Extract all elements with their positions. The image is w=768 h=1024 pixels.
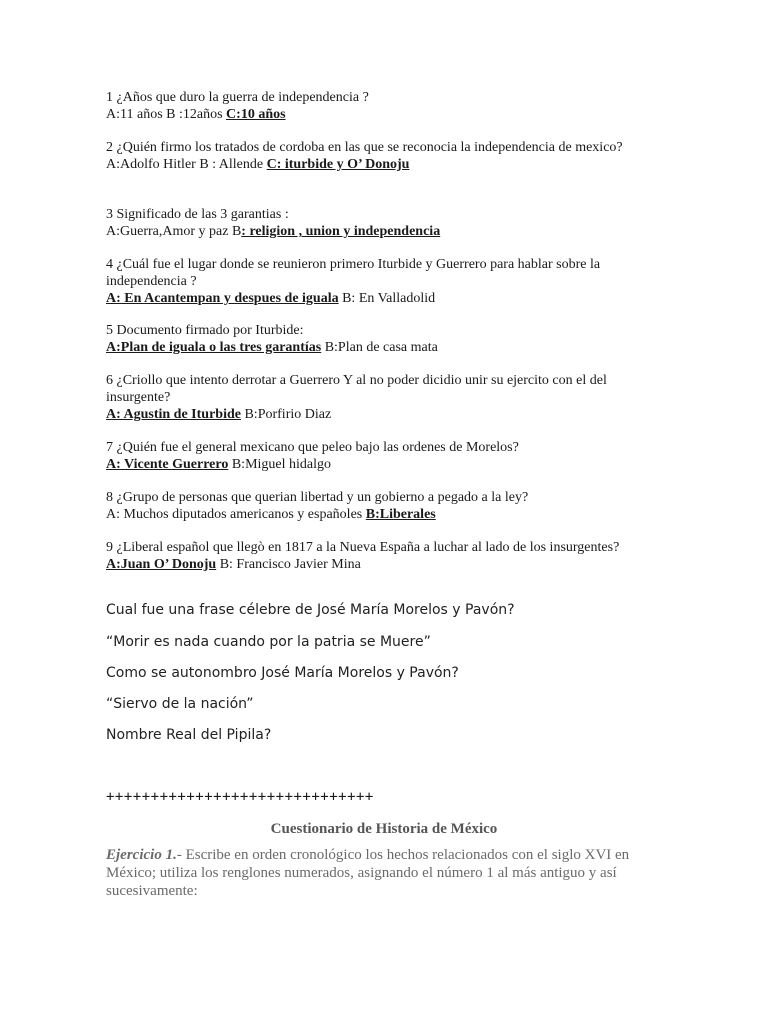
exercise-instructions (106, 846, 651, 900)
question-text: 2 ¿Quién firmo los tratados de cordoba en las que se reconocia la independencia de mexico? (106, 140, 623, 155)
question-7 (106, 439, 666, 473)
correct-answer: A: Vicente Guerrero (106, 457, 229, 472)
answer-line: A:Guerra,Amor y paz B: religion , union y independencia (106, 224, 441, 239)
question-text: 8 ¿Grupo de personas que querian libertad y un gobierno a pegado a la ley? (106, 490, 529, 505)
separator-line: ++++++++++++++++++++++++++++++ (106, 789, 374, 805)
extra-question-3: Nombre Real del Pipila? (106, 727, 272, 743)
exercise-label: Ejercicio 1. (106, 847, 177, 863)
answer-line: A:Juan O’ Donoju B: Francisco Javier Mina (106, 557, 361, 572)
question-text: 5 Documento firmado por Iturbide: (106, 323, 304, 338)
extra-question-1: Cual fue una frase célebre de José María Morelos y Pavón? (106, 602, 515, 618)
correct-answer: A:Juan O’ Donoju (106, 557, 217, 572)
correct-answer: A:Plan de iguala o las tres garantías (106, 340, 322, 355)
extra-answer-1: “Morir es nada cuando por la patria se Muere” (106, 634, 431, 650)
question-text: 7 ¿Quién fue el general mexicano que peleo bajo las ordenes de Morelos? (106, 440, 519, 455)
correct-answer: C: iturbide y O’ Donoju (266, 157, 410, 172)
correct-answer: B:Liberales (365, 507, 436, 522)
answer-line: A: Vicente Guerrero B:Miguel hidalgo (106, 457, 332, 472)
question-text: 1 ¿Años que duro la guerra de independencia ? (106, 90, 369, 105)
question-9 (106, 539, 666, 573)
question-text: 6 ¿Criollo que intento derrotar a Guerrero Y al no poder dicidio unir su ejercito con el del insurgente? (106, 373, 607, 405)
answer-line: A:Adolfo Hitler B : Allende C: iturbide y O’ Donoju (106, 157, 410, 172)
correct-answer: A: En Acantempan y despues de iguala (106, 291, 339, 306)
answer-line: A: En Acantempan y despues de iguala B: En Valladolid (106, 291, 436, 306)
question-6 (106, 372, 666, 423)
answer-line: A: Muchos diputados americanos y españoles B:Liberales (106, 507, 436, 522)
question-8 (106, 489, 666, 523)
correct-answer: A: Agustin de Iturbide (106, 407, 241, 422)
correct-answer: : religion , union y independencia (241, 224, 441, 239)
question-text: 4 ¿Cuál fue el lugar donde se reunieron primero Iturbide y Guerrero para hablar sobre la independencia ? (106, 257, 601, 289)
extra-answer-2: “Siervo de la nación” (106, 696, 254, 712)
section-title: Cuestionario de Historia de México (270, 821, 498, 837)
question-2 (106, 139, 666, 173)
exercise-text: - Escribe en orden cronológico los hechos relacionados con el siglo XVI en México; utiliza los renglones numerados, asignando el número 1 al más antiguo y así sucesivamente: (106, 847, 630, 899)
question-5 (106, 322, 666, 356)
answer-line: A:11 años B :12años C:10 años (106, 107, 286, 122)
question-1 (106, 89, 666, 123)
answer-line: A:Plan de iguala o las tres garantías B:Plan de casa mata (106, 340, 438, 355)
question-3 (106, 206, 666, 240)
question-4 (106, 256, 666, 307)
extra-question-2: Como se autonombro José María Morelos y Pavón? (106, 665, 459, 681)
answer-line: A: Agustin de Iturbide B:Porfirio Diaz (106, 407, 332, 422)
question-text: 9 ¿Liberal español que llegò en 1817 a la Nueva España a luchar al lado de los insurgentes? (106, 540, 620, 555)
question-text: 3 Significado de las 3 garantias : (106, 207, 289, 222)
correct-answer: C:10 años (226, 107, 286, 122)
